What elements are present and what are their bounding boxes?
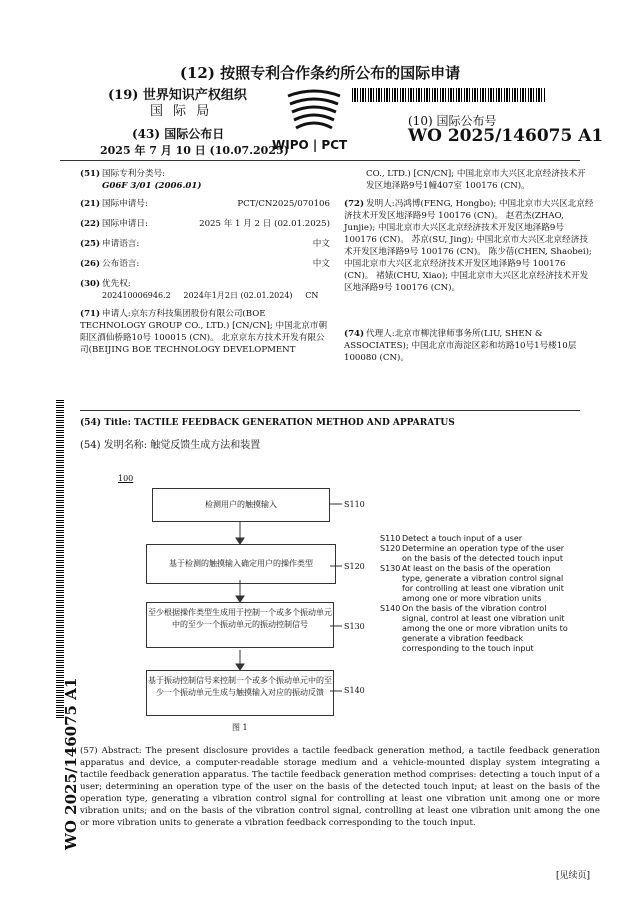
- agent: (74) 代理人:北京市柳沈律师事务所(LIU, SHEN & ASSOCIATES); 中国北京市海淀区彩和坊路10号1号楼10层 100080 (CN)。: [344, 329, 577, 363]
- flow-label-s140: S140: [344, 686, 365, 695]
- side-barcode-icon: [56, 400, 64, 720]
- inventors: (72) 发明人:冯鸿博(FENG, Hongbo); 中国北京市大兴区北京经济技术开发区地泽路9号 100176 (CN)。 赵君杰(ZHAO, Junjie); 中国北京市大兴区北京经济技术开发区地泽路9号 100176 (CN)。 苏京(SU, Jing); 中国北京市大兴区北京经济技术开发区地泽路9号 100176 (CN)。 陈少蓓(CHEN, Shaobei); 中国北京市大兴区北京经济技术开发区地泽路9号 100176 (CN)。 褚婊(CHU, Xiao); 中国北京市大兴区北京经济技术开发区地泽路9号 100176 (CN)。: [344, 199, 594, 293]
- pub-date-label: (43) 国际公布日: [132, 127, 225, 141]
- continued-note: [见续页]: [556, 871, 591, 881]
- title-zh: (54) 发明名称: 触觉反馈生成方法和装置: [80, 440, 261, 451]
- barcode-icon: [352, 88, 546, 102]
- legend-item: S140 On the basis of the vibration control signal, control at least one vibration unit among the one or more vibration units to generate a vibration feedback corresponding to the touch input: [380, 604, 568, 653]
- divider: [80, 410, 580, 411]
- wipo-pct-logo-text: WIPO | PCT: [272, 138, 348, 152]
- abstract: (57) Abstract: The present disclosure provides a tactile feedback generation method, a tactile feedback generation apparatus and device, a computer-readable storage medium and a vehicle-mounted display system integrating a tactile feedback generation apparatus. The tactile feedback generation method comprises: detecting a touch input of a user; determining an operation type of the user on the basis of the detected touch input; at least on the basis of the operation type, generating a vibration control signal for controlling at least one vibration unit among one or more vibration units; and on the basis of the vibration control signal, controlling at least one vibration unit among the one or more vibration units to generate a vibration feedback corresponding to the touch input.: [80, 746, 600, 828]
- org-bureau: 国 际 局: [150, 104, 213, 119]
- document-title: (12) 按照专利合作条约所公布的国际申请: [179, 64, 461, 82]
- biblio-app-no: (21) 国际申请号: PCT/CN2025/070106: [80, 199, 330, 209]
- biblio-app-date: (22) 国际申请日: 2025 年 1 月 2 日 (02.01.2025): [80, 219, 330, 229]
- legend-item: S110 Detect a touch input of a user: [380, 534, 523, 543]
- flow-step-s110: 检测用户的触摸输入: [152, 488, 330, 522]
- biblio-ipc: (51) 国际专利分类号: G06F 3/01 (2006.01): [80, 169, 202, 191]
- applicant-continued: CO., LTD.) [CN/CN]; 中国北京市大兴区北京经济技术开发区地泽路9号1幢407室 100176 (CN)。: [366, 169, 586, 191]
- side-pub-number: WO 2025/146075 A1: [62, 677, 80, 850]
- flow-step-s120: 基于检测的触摸输入确定用户的操作类型: [146, 544, 336, 584]
- flow-label-s130: S130: [344, 622, 365, 631]
- pub-number: WO 2025/146075 A1: [408, 126, 604, 146]
- flow-step-s140: 基于振动控制信号来控制一个或多个振动单元中的至少一个振动单元生成与触摸输入对应的振动反馈: [146, 670, 334, 716]
- figure-caption: 图 1: [232, 723, 248, 732]
- org-name: (19) 世界知识产权组织: [108, 88, 247, 103]
- biblio-applicant: (71) 申请人:京东方科技集团股份有限公司(BOE TECHNOLOGY GROUP CO., LTD.) [CN/CN]; 中国北京市朝阳区酒仙桥路10号 100015 (CN)。 北京京东方技术开发有限公司(BEIJING BOE TECHNOLOGY DEVELOPMENT: [80, 309, 328, 355]
- pub-no-label: (10) 国际公布号: [408, 114, 497, 128]
- legend-item: S130 At least on the basis of the operation type, generate a vibration control signal for controlling at least one vibration unit among one or more vibration units: [380, 564, 564, 603]
- figure-ref: 100: [118, 474, 134, 483]
- biblio-priority: (30) 优先权: 202410006946.2 2024年1月2日 (02.01.2024) CN: [80, 279, 319, 300]
- wipo-logo-icon: [282, 88, 346, 134]
- flow-step-s130: 至少根据操作类型生成用于控制一个或多个振动单元中的至少一个振动单元的振动控制信号: [146, 602, 334, 648]
- biblio-filing-lang: (25) 申请语言: 中文: [80, 239, 330, 249]
- figure-legend: [380, 534, 570, 654]
- flow-label-s120: S120: [344, 562, 365, 571]
- legend-item: S120 Determine an operation type of the user on the basis of the detected touch input: [380, 544, 565, 563]
- flow-label-s110: S110: [344, 500, 365, 509]
- pub-date: 2025 年 7 月 10 日 (10.07.2025): [100, 144, 289, 157]
- biblio-pub-lang: (26) 公布语言: 中文: [80, 259, 330, 269]
- title-en: (54) Title: TACTILE FEEDBACK GENERATION METHOD AND APPARATUS: [80, 418, 455, 428]
- divider: [60, 160, 580, 161]
